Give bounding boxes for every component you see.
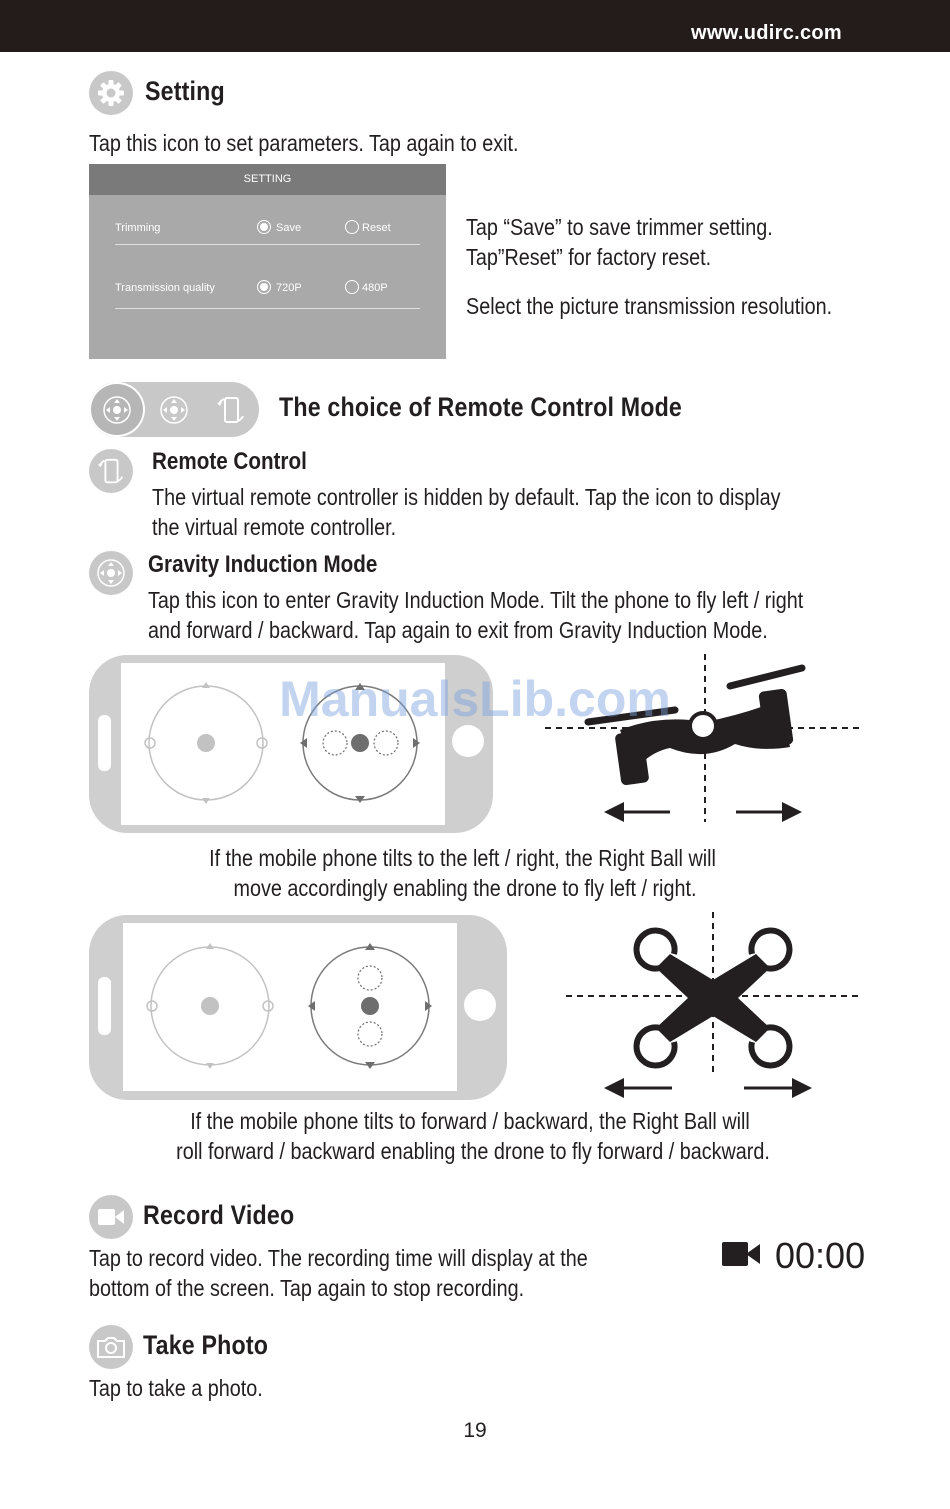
save-option-label: Save: [276, 222, 302, 234]
720p-option-label: 720P: [276, 282, 302, 294]
phone-rotate-icon: [215, 394, 247, 426]
row-divider: [115, 308, 420, 309]
record-video-line2: bottom of the screen. Tap again to stop recording.: [89, 1275, 525, 1301]
page-number: 19: [463, 1419, 487, 1442]
reset-option-label: Reset: [362, 222, 391, 234]
remote-mode-title: The choice of Remote Control Mode: [279, 392, 683, 422]
phone-forward-backward-illustration: [89, 915, 509, 1100]
gravity-line2: and forward / backward. Tap again to exit from Gravity Induction Mode.: [148, 617, 768, 643]
remote-control-title: Remote Control: [152, 448, 307, 475]
mode-selector-pill: [89, 382, 259, 437]
gear-icon: [89, 71, 133, 115]
phone-rotate-icon: [89, 449, 133, 493]
gravity-mode-icon: [159, 395, 189, 425]
settings-panel-title: SETTING: [89, 164, 446, 195]
tilt-forward-backward-caption-line2: roll forward / backward enabling the drone to fly forward / backward.: [176, 1138, 770, 1164]
tilt-left-right-caption-line2: move accordingly enabling the drone to fly left / right.: [233, 875, 697, 901]
720p-radio[interactable]: [257, 280, 271, 294]
remote-control-line2: the virtual remote controller.: [152, 514, 397, 540]
remote-control-line1: The virtual remote controller is hidden by default. Tap the icon to display: [152, 484, 781, 510]
tilt-forward-backward-caption-line1: If the mobile phone tilts to forward / backward, the Right Ball will: [190, 1108, 750, 1134]
header-bar: [0, 0, 950, 52]
row-divider: [115, 244, 420, 245]
save-reset-note-line1: Tap “Save” to save trimmer setting.: [466, 214, 773, 240]
gravity-mode-title: Gravity Induction Mode: [148, 551, 378, 578]
take-photo-line1: Tap to take a photo.: [89, 1375, 263, 1401]
take-photo-title: Take Photo: [143, 1330, 269, 1360]
record-video-line1: Tap to record video. The recording time will display at the: [89, 1245, 588, 1271]
reset-radio[interactable]: [345, 220, 359, 234]
joystick-mode-icon: [89, 382, 145, 437]
record-video-title: Record Video: [143, 1200, 295, 1230]
camera-icon: [89, 1325, 133, 1369]
setting-title: Setting: [145, 76, 225, 106]
recording-timer: 00:00: [775, 1235, 866, 1276]
save-reset-note-line2: Tap”Reset” for factory reset.: [466, 244, 712, 270]
setting-description: Tap this icon to set parameters. Tap again to exit.: [89, 130, 519, 156]
480p-option-label: 480P: [362, 282, 388, 294]
gravity-line1: Tap this icon to enter Gravity Induction Mode. Tilt the phone to fly left / right: [148, 587, 804, 613]
website-url: www.udirc.com: [691, 22, 842, 44]
resolution-note: Select the picture transmission resolution.: [466, 293, 833, 319]
drone-top-view-illustration: [562, 910, 865, 1100]
480p-radio[interactable]: [345, 280, 359, 294]
video-camera-icon: [89, 1195, 133, 1239]
watermark: ManualsLib.com: [279, 671, 671, 727]
trimming-label: Trimming: [115, 222, 161, 234]
recording-video-icon: [722, 1240, 762, 1268]
transmission-quality-label: Transmission quality: [115, 282, 215, 294]
settings-panel: [89, 164, 446, 359]
save-radio[interactable]: [257, 220, 271, 234]
gravity-joystick-icon: [89, 551, 133, 595]
tilt-left-right-caption-line1: If the mobile phone tilts to the left / right, the Right Ball will: [209, 845, 716, 871]
